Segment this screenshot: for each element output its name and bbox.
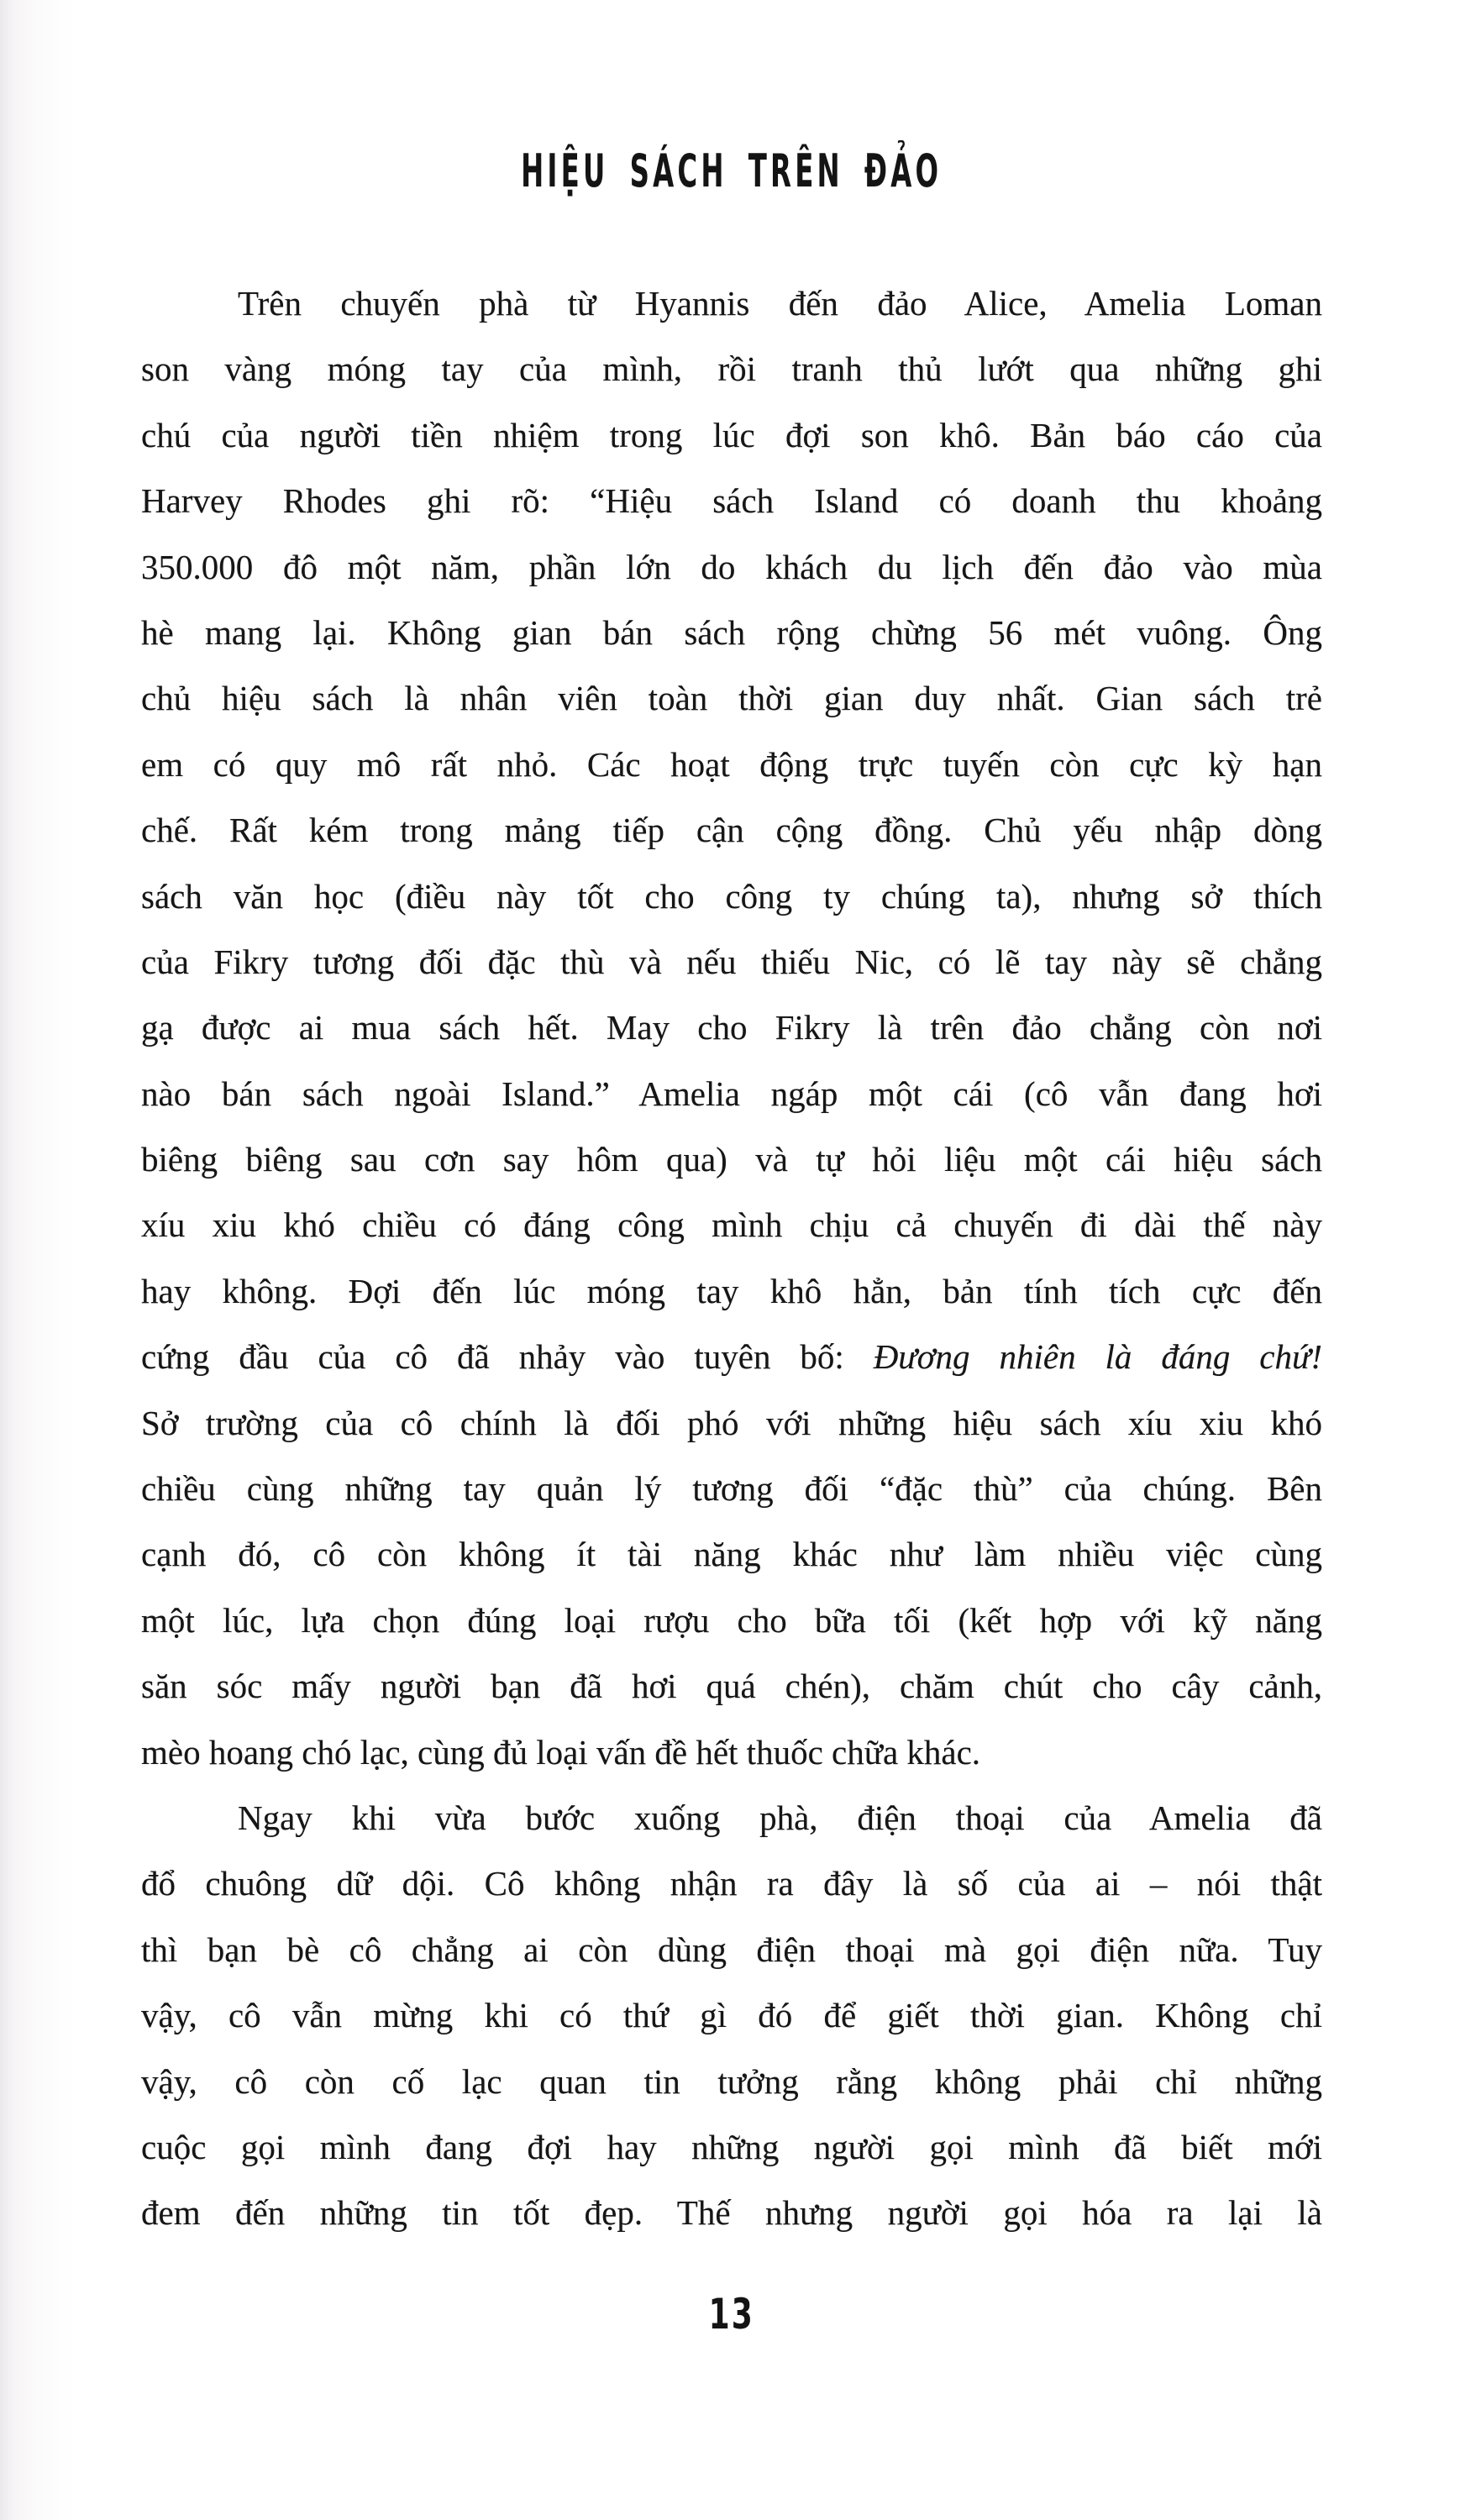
text-line xyxy=(141,1785,1322,1851)
text-segment: sách văn học (điều này tốt cho công ty chúng ta), nhưng sở thích xyxy=(141,876,1322,916)
text-line xyxy=(141,2180,1322,2245)
text-line xyxy=(141,1126,1322,1192)
text-segment: chú của người tiền nhiệm trong lúc đợi son khô. Bản báo cáo của xyxy=(141,415,1322,454)
text-segment: Sở trường của cô chính là đối phó với những hiệu sách xíu xiu khó xyxy=(141,1403,1322,1442)
text-segment: Ngay khi vừa bước xuống phà, điện thoại của Amelia đã xyxy=(238,1798,1322,1837)
text-line xyxy=(141,336,1322,402)
text-segment: hè mang lại. Không gian bán sách rộng chừng 56 mét vuông. Ông xyxy=(141,612,1322,652)
text-segment: vậy, cô còn cố lạc quan tin tưởng rằng không phải chỉ những xyxy=(141,2061,1322,2101)
text-line xyxy=(141,2049,1322,2114)
text-segment: đem đến những tin tốt đẹp. Thế nhưng người gọi hóa ra lại là xyxy=(141,2193,1322,2233)
text-segment: cuộc gọi mình đang đợi hay những người gọi mình đã biết mới xyxy=(141,2127,1322,2166)
text-line xyxy=(141,600,1322,665)
text-line xyxy=(141,1521,1322,1587)
text-line xyxy=(141,1917,1322,1982)
text-line xyxy=(141,402,1322,468)
text-segment: gạ được ai mua sách hết. May cho Fikry là trên đảo chẳng còn nơi xyxy=(141,1008,1322,1047)
text-segment: chủ hiệu sách là nhân viên toàn thời gian duy nhất. Gian sách trẻ xyxy=(141,679,1322,718)
running-header xyxy=(141,144,1322,197)
text-segment: chiều cùng những tay quản lý tương đối “đặc thù” của chúng. Bên xyxy=(141,1469,1322,1509)
text-segment: một lúc, lựa chọn đúng loại rượu cho bữa tối (kết hợp với kỹ năng xyxy=(141,1600,1322,1640)
text-line xyxy=(141,797,1322,863)
text-segment: Trên chuyến phà từ Hyannis đến đảo Alice, Amelia Loman xyxy=(238,284,1322,323)
text-segment: son vàng móng tay của mình, rồi tranh thủ lướt qua những ghi xyxy=(141,349,1322,389)
text-line xyxy=(141,1258,1322,1324)
text-line xyxy=(141,1390,1322,1456)
text-line xyxy=(141,1192,1322,1257)
text-segment: của Fikry tương đối đặc thù và nếu thiếu Nic, có lẽ tay này sẽ chẳng xyxy=(141,942,1322,981)
text-line xyxy=(141,995,1322,1060)
text-segment: em có quy mô rất nhỏ. Các hoạt động trực tuyến còn cực kỳ hạn xyxy=(141,744,1322,784)
text-segment: Harvey Rhodes ghi rõ: “Hiệu sách Island có doanh thu khoảng xyxy=(141,481,1322,521)
text-segment: 350.000 đô một năm, phần lớn do khách du lịch đến đảo vào mùa xyxy=(141,547,1322,586)
text-segment: vậy, cô vẫn mừng khi có thứ gì đó để giết thời gian. Không chỉ xyxy=(141,1996,1322,2035)
text-line xyxy=(141,1324,1322,1389)
text-segment: săn sóc mấy người bạn đã hơi quá chén), chăm chút cho cây cảnh, xyxy=(141,1667,1322,1706)
text-line xyxy=(141,1851,1322,1916)
text-line xyxy=(141,1982,1322,2048)
text-segment: thì bạn bè cô chẳng ai còn dùng điện thoại mà gọi điện nữa. Tuy xyxy=(141,1929,1322,1969)
text-line xyxy=(141,1456,1322,1521)
text-segment: nào bán sách ngoài Island.” Amelia ngáp một cái (cô vẫn đang hơi xyxy=(141,1074,1322,1113)
page-number-value: 13 xyxy=(708,2290,755,2339)
body-text xyxy=(141,270,1322,2246)
text-line xyxy=(141,534,1322,600)
text-line xyxy=(141,2114,1322,2180)
text-line xyxy=(141,270,1322,336)
text-line xyxy=(141,1719,1322,1785)
running-header-title: HIỆU SÁCH TRÊN ĐẢO xyxy=(521,144,943,197)
text-line xyxy=(141,929,1322,995)
text-segment: cứng đầu của cô đã nhảy vào tuyên bố: xyxy=(141,1337,874,1377)
text-segment: mèo hoang chó lạc, cùng đủ loại vấn đề hết thuốc chữa khác. xyxy=(141,1732,981,1772)
text-segment: hay không. Đợi đến lúc móng tay khô hẳn, bản tính tích cực đến xyxy=(141,1271,1322,1310)
page-number xyxy=(141,2290,1322,2339)
text-line xyxy=(141,468,1322,533)
text-segment: xíu xiu khó chiều có đáng công mình chịu cả chuyến đi dài thế này xyxy=(141,1205,1322,1245)
text-line xyxy=(141,1588,1322,1653)
text-line xyxy=(141,732,1322,797)
text-line xyxy=(141,864,1322,929)
text-segment: chế. Rất kém trong mảng tiếp cận cộng đồng. Chủ yếu nhập dòng xyxy=(141,811,1322,850)
text-segment: biêng biêng sau cơn say hôm qua) và tự hỏi liệu một cái hiệu sách xyxy=(141,1140,1322,1179)
text-line xyxy=(141,665,1322,731)
scan-edge-shadow xyxy=(0,0,76,2520)
text-line xyxy=(141,1653,1322,1719)
text-segment: đổ chuông dữ dội. Cô không nhận ra đây là số của ai – nói thật xyxy=(141,1864,1322,1903)
text-segment-italic: Đương nhiên là đáng chứ! xyxy=(873,1337,1322,1377)
text-segment: cạnh đó, cô còn không ít tài năng khác như làm nhiều việc cùng xyxy=(141,1535,1322,1574)
text-line xyxy=(141,1061,1322,1126)
